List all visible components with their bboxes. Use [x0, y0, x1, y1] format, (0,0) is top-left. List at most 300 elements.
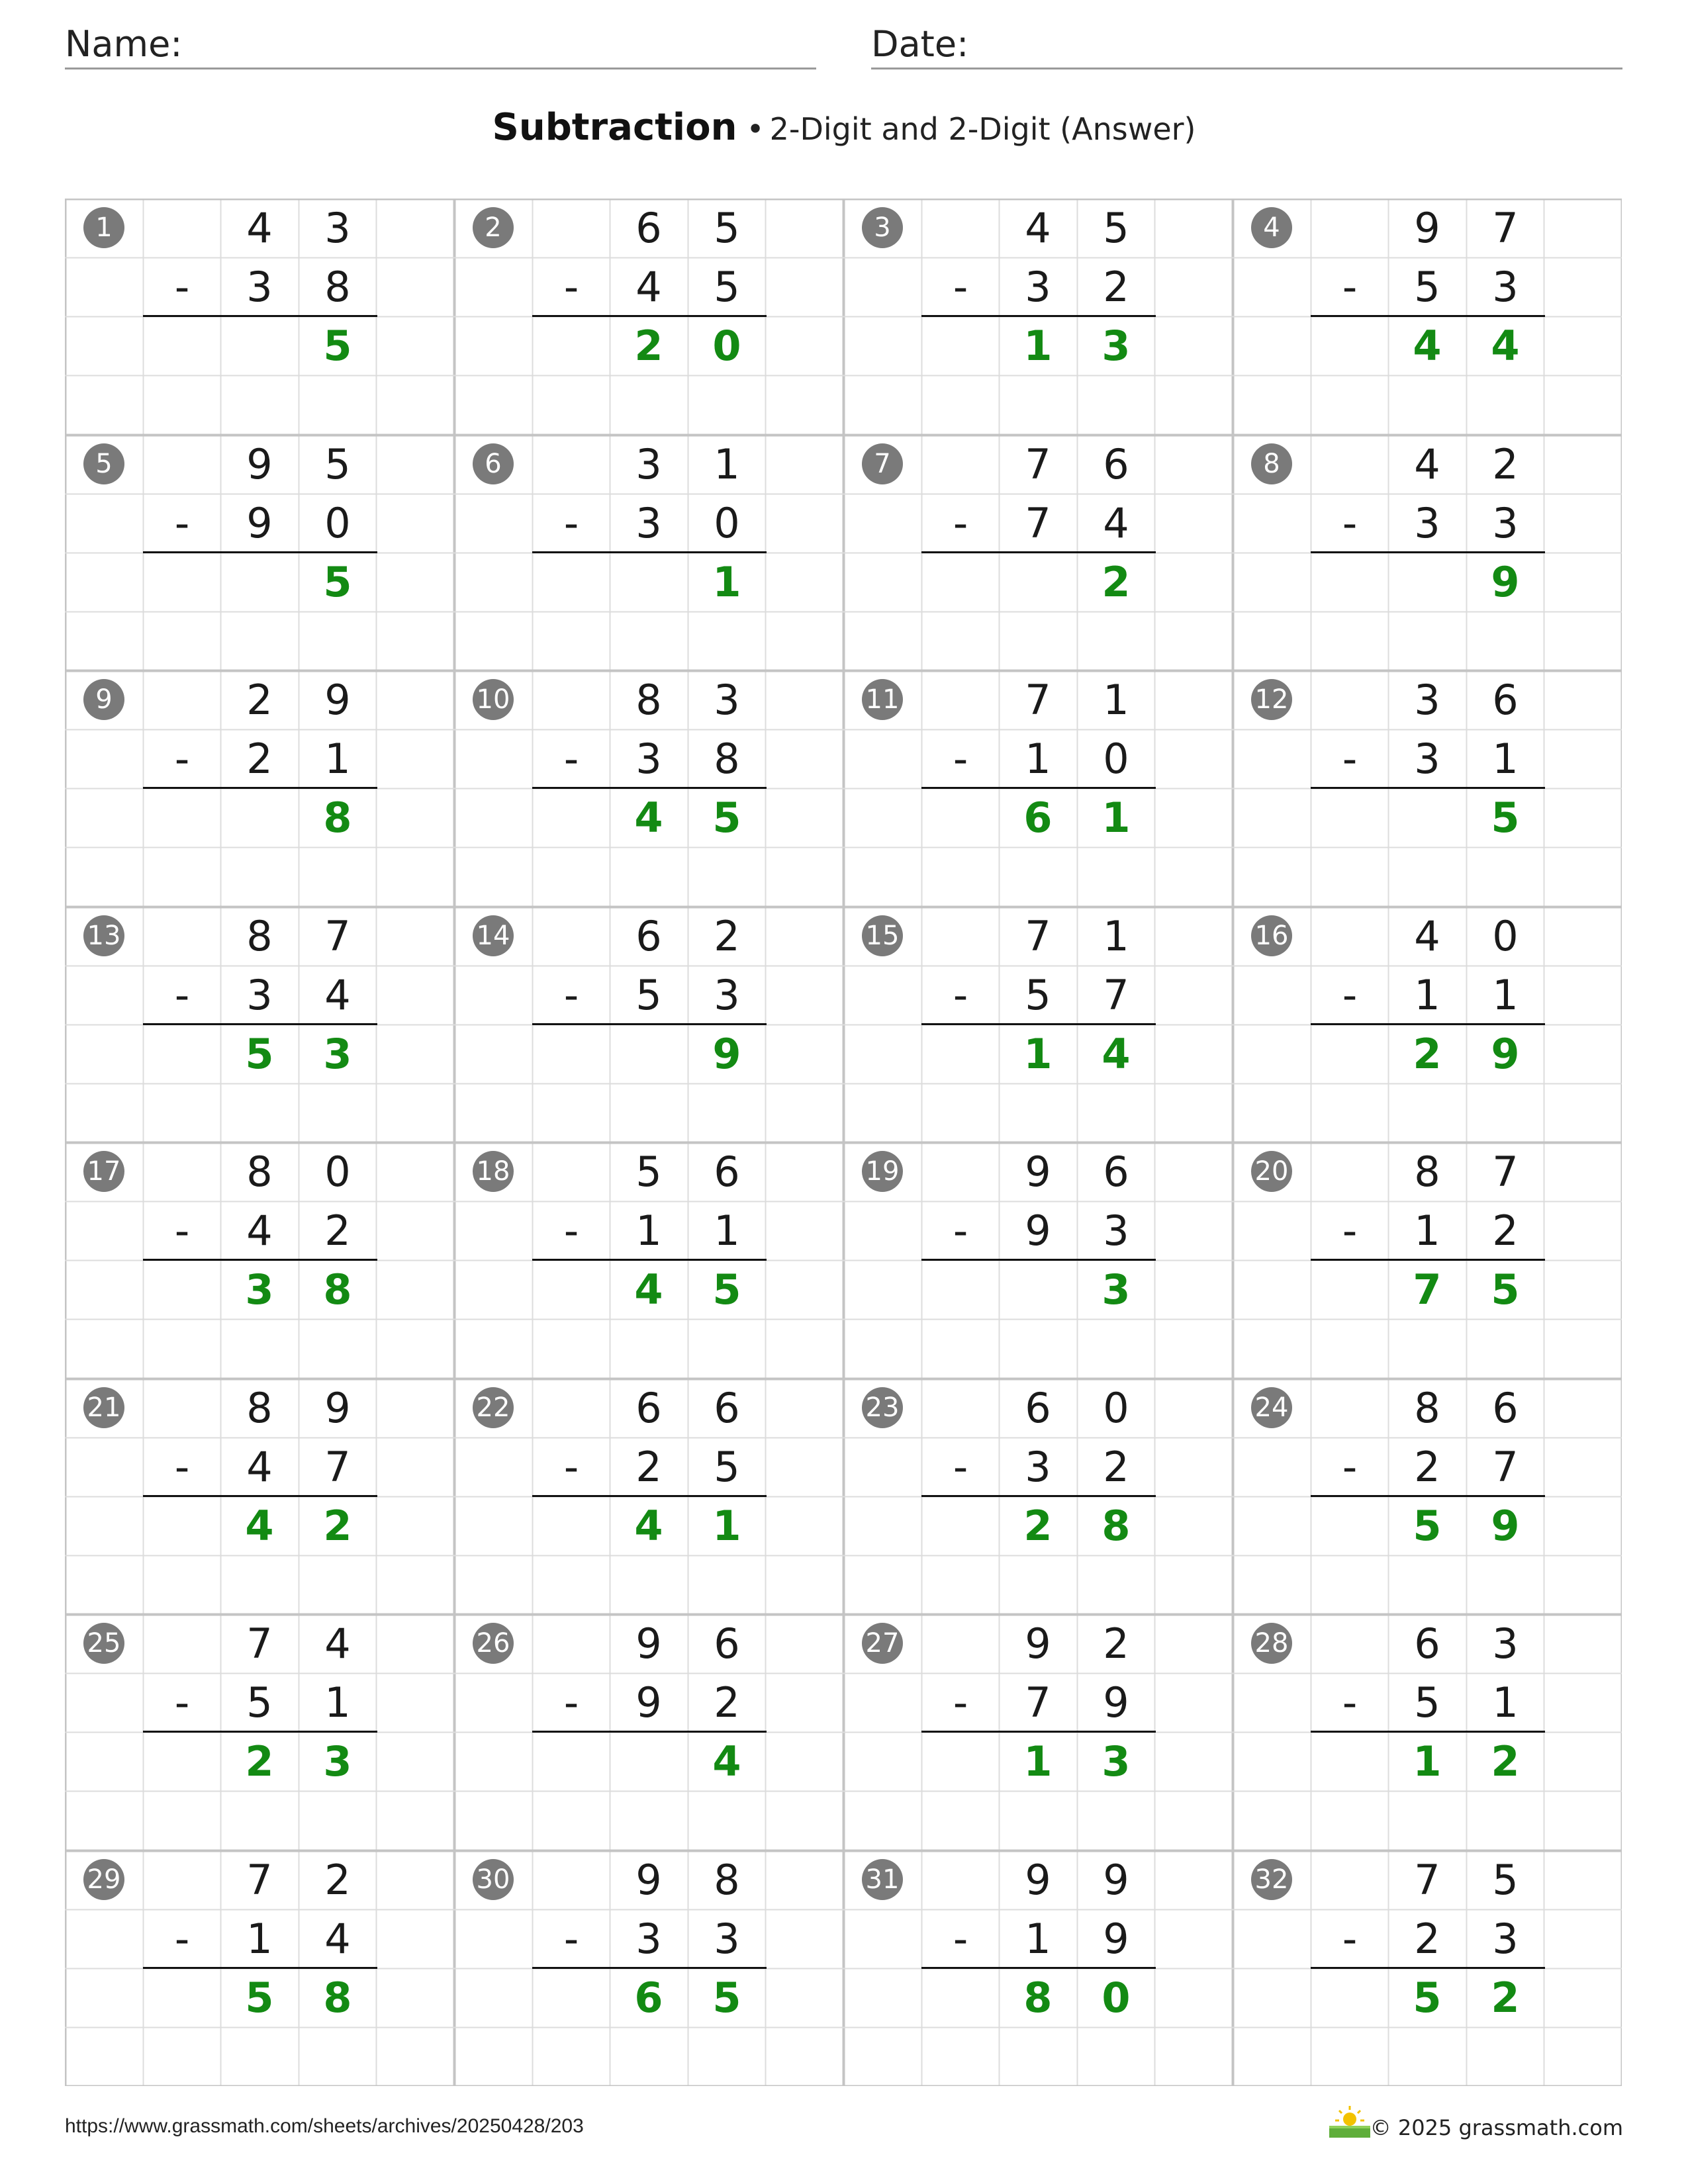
- minuend-tens: 9: [1025, 1619, 1051, 1668]
- subtrahend-ones: 5: [714, 1443, 740, 1491]
- subtrahend-tens: 2: [246, 735, 273, 783]
- answer-tens: [999, 553, 1077, 612]
- answer-line: [1311, 551, 1545, 553]
- answer-tens: 4: [245, 1502, 274, 1550]
- answer-tens: 1: [1023, 322, 1053, 370]
- problem-grid: [65, 199, 1622, 2086]
- subtrahend-ones: 1: [714, 1206, 740, 1255]
- minuend-ones: 2: [324, 1856, 351, 1904]
- subtrahend-tens: 3: [1025, 263, 1051, 311]
- minuend-ones: 6: [1103, 1148, 1129, 1196]
- problem-26: [454, 1614, 843, 1850]
- problem-8: [1233, 435, 1622, 670]
- minus-sign: -: [174, 1443, 190, 1491]
- answer-line: [921, 1023, 1156, 1025]
- subtrahend-tens: 1: [1025, 1915, 1051, 1963]
- subtrahend-tens: 4: [246, 1206, 273, 1255]
- answer-tens: [1388, 553, 1466, 612]
- subtrahend-tens: 1: [1414, 1206, 1440, 1255]
- problem-number-badge: 1: [83, 207, 124, 248]
- problem-number-badge: 26: [473, 1623, 514, 1664]
- answer-line: [921, 1967, 1156, 1969]
- problem-11: [843, 670, 1233, 906]
- problem-23: [843, 1379, 1233, 1614]
- minuend-tens: 8: [1414, 1384, 1440, 1432]
- subtrahend-ones: 4: [324, 1915, 351, 1963]
- answer-ones: 3: [1102, 322, 1131, 370]
- answer-line: [143, 1967, 377, 1969]
- minus-sign: -: [1342, 1915, 1358, 1963]
- minus-sign: -: [953, 1206, 968, 1255]
- answer-ones: 3: [323, 1737, 352, 1786]
- answer-line: [532, 1967, 767, 1969]
- subtrahend-tens: 5: [1414, 1678, 1440, 1727]
- minuend-tens: 4: [1414, 912, 1440, 960]
- minuend-ones: 3: [714, 676, 740, 724]
- answer-tens: [999, 1260, 1077, 1319]
- minuend-tens: 8: [246, 1148, 273, 1196]
- answer-line: [143, 315, 377, 317]
- problem-21: [65, 1379, 454, 1614]
- minuend-ones: 9: [1103, 1856, 1129, 1904]
- answer-ones: 5: [323, 322, 352, 370]
- answer-ones: 9: [712, 1030, 741, 1078]
- answer-ones: 1: [712, 558, 741, 606]
- problem-number-badge: 30: [473, 1859, 514, 1900]
- subtrahend-ones: 1: [1492, 971, 1519, 1019]
- minus-sign: -: [1342, 263, 1358, 311]
- minuend-tens: 8: [1414, 1148, 1440, 1196]
- answer-line: [1311, 1967, 1545, 1969]
- answer-ones: 4: [1102, 1030, 1131, 1078]
- minuend-tens: 8: [246, 912, 273, 960]
- answer-tens: 1: [1023, 1030, 1053, 1078]
- answer-line: [1311, 1731, 1545, 1733]
- problem-7: [843, 435, 1233, 670]
- answer-ones: 1: [712, 1502, 741, 1550]
- minuend-ones: 5: [1103, 204, 1129, 252]
- subtrahend-tens: 4: [635, 263, 662, 311]
- answer-ones: 1: [1102, 794, 1131, 842]
- minuend-tens: 7: [1025, 676, 1051, 724]
- minus-sign: -: [1342, 1443, 1358, 1491]
- minuend-ones: 5: [324, 440, 351, 488]
- problem-16: [1233, 907, 1622, 1142]
- minuend-tens: 7: [246, 1856, 273, 1904]
- answer-tens: 6: [1023, 794, 1053, 842]
- answer-tens: [1388, 788, 1466, 847]
- answer-ones: 9: [1491, 1030, 1520, 1078]
- subtrahend-tens: 5: [1414, 263, 1440, 311]
- answer-line: [532, 787, 767, 789]
- minuend-ones: 6: [1492, 676, 1519, 724]
- problem-9: [65, 670, 454, 906]
- minus-sign: -: [953, 1678, 968, 1727]
- answer-line: [143, 1259, 377, 1261]
- minuend-tens: 7: [246, 1619, 273, 1668]
- minuend-tens: 3: [635, 440, 662, 488]
- minuend-ones: 2: [1492, 440, 1519, 488]
- answer-line: [143, 1495, 377, 1497]
- answer-tens: 1: [1413, 1737, 1442, 1786]
- problem-19: [843, 1142, 1233, 1378]
- answer-ones: 5: [323, 558, 352, 606]
- answer-tens: 8: [1023, 1974, 1053, 2022]
- answer-line: [921, 1731, 1156, 1733]
- minus-sign: -: [563, 735, 579, 783]
- answer-ones: 8: [323, 1265, 352, 1314]
- answer-line: [532, 315, 767, 317]
- subtrahend-tens: 3: [635, 499, 662, 547]
- subtrahend-tens: 3: [246, 971, 273, 1019]
- problem-number-badge: 12: [1251, 679, 1292, 720]
- subtrahend-tens: 7: [1025, 1678, 1051, 1727]
- answer-tens: 5: [245, 1030, 274, 1078]
- subtrahend-ones: 1: [324, 735, 351, 783]
- answer-ones: 5: [712, 794, 741, 842]
- minus-sign: -: [1342, 735, 1358, 783]
- answer-line: [143, 551, 377, 553]
- answer-tens: 4: [634, 794, 663, 842]
- subtrahend-tens: 3: [635, 1915, 662, 1963]
- answer-line: [921, 551, 1156, 553]
- minus-sign: -: [174, 499, 190, 547]
- minuend-tens: 4: [246, 204, 273, 252]
- minus-sign: -: [953, 1443, 968, 1491]
- subtrahend-tens: 3: [635, 735, 662, 783]
- subtrahend-tens: 9: [246, 499, 273, 547]
- problem-number-badge: 22: [473, 1387, 514, 1428]
- minuend-ones: 7: [1492, 1148, 1519, 1196]
- problem-number-badge: 6: [473, 443, 514, 484]
- subtrahend-ones: 1: [1492, 735, 1519, 783]
- problem-25: [65, 1614, 454, 1850]
- subtrahend-tens: 1: [1025, 735, 1051, 783]
- title-subtitle: 2-Digit and 2-Digit (Answer): [769, 111, 1196, 147]
- problem-29: [65, 1850, 454, 2086]
- answer-line: [532, 1731, 767, 1733]
- problem-24: [1233, 1379, 1622, 1614]
- subtrahend-ones: 4: [324, 971, 351, 1019]
- subtrahend-tens: 3: [246, 263, 273, 311]
- subtrahend-ones: 2: [324, 1206, 351, 1255]
- answer-ones: 3: [1102, 1737, 1131, 1786]
- minus-sign: -: [174, 1915, 190, 1963]
- minuend-ones: 9: [324, 1384, 351, 1432]
- answer-tens: [610, 553, 688, 612]
- problem-18: [454, 1142, 843, 1378]
- problem-number-badge: 17: [83, 1151, 124, 1192]
- subtrahend-tens: 2: [1414, 1915, 1440, 1963]
- subtrahend-ones: 4: [1103, 499, 1129, 547]
- problem-31: [843, 1850, 1233, 2086]
- answer-line: [532, 551, 767, 553]
- problem-number-badge: 13: [83, 915, 124, 956]
- problem-number-badge: 32: [1251, 1859, 1292, 1900]
- answer-line: [1311, 1495, 1545, 1497]
- minuend-tens: 3: [1414, 676, 1440, 724]
- problem-number-badge: 16: [1251, 915, 1292, 956]
- minus-sign: -: [953, 499, 968, 547]
- minuend-tens: 9: [1414, 204, 1440, 252]
- problem-2: [454, 199, 843, 434]
- subtrahend-ones: 8: [324, 263, 351, 311]
- minus-sign: -: [563, 1443, 579, 1491]
- answer-tens: 2: [1023, 1502, 1053, 1550]
- problem-number-badge: 20: [1251, 1151, 1292, 1192]
- subtrahend-ones: 0: [324, 499, 351, 547]
- minuend-ones: 1: [1103, 676, 1129, 724]
- minuend-ones: 3: [324, 204, 351, 252]
- minuend-tens: 5: [635, 1148, 662, 1196]
- subtrahend-ones: 2: [714, 1678, 740, 1727]
- minuend-tens: 7: [1025, 440, 1051, 488]
- name-label: Name:: [65, 23, 183, 65]
- problem-number-badge: 29: [83, 1859, 124, 1900]
- answer-tens: 7: [1413, 1265, 1442, 1314]
- answer-tens: [220, 788, 299, 847]
- answer-tens: 1: [1023, 1737, 1053, 1786]
- answer-line: [1311, 1023, 1545, 1025]
- subtrahend-ones: 2: [1492, 1206, 1519, 1255]
- answer-tens: 2: [1413, 1030, 1442, 1078]
- subtrahend-ones: 2: [1103, 1443, 1129, 1491]
- minus-sign: -: [1342, 1206, 1358, 1255]
- problem-13: [65, 907, 454, 1142]
- subtrahend-ones: 3: [1492, 1915, 1519, 1963]
- minus-sign: -: [174, 263, 190, 311]
- minus-sign: -: [563, 1678, 579, 1727]
- minus-sign: -: [953, 971, 968, 1019]
- minus-sign: -: [174, 735, 190, 783]
- problem-number-badge: 5: [83, 443, 124, 484]
- answer-ones: 9: [1491, 1502, 1520, 1550]
- answer-tens: 5: [245, 1974, 274, 2022]
- problem-number-badge: 14: [473, 915, 514, 956]
- problem-32: [1233, 1850, 1622, 2086]
- problem-number-badge: 15: [862, 915, 903, 956]
- subtrahend-ones: 0: [714, 499, 740, 547]
- minuend-tens: 9: [1025, 1856, 1051, 1904]
- subtrahend-tens: 9: [635, 1678, 662, 1727]
- subtrahend-ones: 0: [1103, 735, 1129, 783]
- minuend-ones: 5: [1492, 1856, 1519, 1904]
- answer-tens: [610, 1732, 688, 1791]
- answer-line: [1311, 315, 1545, 317]
- minuend-tens: 6: [635, 204, 662, 252]
- minuend-tens: 6: [1414, 1619, 1440, 1668]
- subtrahend-tens: 5: [246, 1678, 273, 1727]
- problem-number-badge: 21: [83, 1387, 124, 1428]
- problem-30: [454, 1850, 843, 2086]
- subtrahend-ones: 1: [1492, 1678, 1519, 1727]
- subtrahend-tens: 4: [246, 1443, 273, 1491]
- subtrahend-ones: 5: [714, 263, 740, 311]
- answer-tens: [610, 1024, 688, 1083]
- minus-sign: -: [1342, 1678, 1358, 1727]
- problem-3: [843, 199, 1233, 434]
- subtrahend-ones: 2: [1103, 263, 1129, 311]
- problem-number-badge: 10: [473, 679, 514, 720]
- minuend-ones: 6: [714, 1384, 740, 1432]
- minuend-ones: 5: [714, 204, 740, 252]
- minuend-ones: 8: [714, 1856, 740, 1904]
- problem-1: [65, 199, 454, 434]
- answer-tens: 5: [1413, 1502, 1442, 1550]
- problem-6: [454, 435, 843, 670]
- date-label: Date:: [871, 23, 969, 65]
- subtrahend-ones: 3: [1492, 263, 1519, 311]
- minuend-tens: 6: [635, 912, 662, 960]
- minus-sign: -: [953, 735, 968, 783]
- problem-5: [65, 435, 454, 670]
- subtrahend-ones: 3: [1103, 1206, 1129, 1255]
- minuend-tens: 8: [246, 1384, 273, 1432]
- subtrahend-tens: 3: [1414, 499, 1440, 547]
- problem-number-badge: 11: [862, 679, 903, 720]
- problem-number-badge: 2: [473, 207, 514, 248]
- date-field[interactable]: [871, 21, 1622, 69]
- minuend-ones: 6: [714, 1619, 740, 1668]
- footer-url[interactable]: https://www.grassmath.com/sheets/archives/20250428/203: [65, 2115, 584, 2137]
- minuend-tens: 7: [1025, 912, 1051, 960]
- minuend-ones: 3: [1492, 1619, 1519, 1668]
- subtrahend-ones: 3: [714, 1915, 740, 1963]
- answer-ones: 4: [712, 1737, 741, 1786]
- subtrahend-ones: 9: [1103, 1678, 1129, 1727]
- problem-number-badge: 3: [862, 207, 903, 248]
- minuend-tens: 7: [1414, 1856, 1440, 1904]
- answer-ones: 2: [1102, 558, 1131, 606]
- answer-tens: 6: [634, 1974, 663, 2022]
- footer-copyright: © 2025 grassmath.com: [1370, 2115, 1623, 2140]
- subtrahend-tens: 7: [1025, 499, 1051, 547]
- answer-line: [532, 1495, 767, 1497]
- minuend-ones: 0: [1103, 1384, 1129, 1432]
- minuend-ones: 1: [714, 440, 740, 488]
- answer-line: [1311, 787, 1545, 789]
- minus-sign: -: [563, 971, 579, 1019]
- minus-sign: -: [953, 263, 968, 311]
- minuend-ones: 0: [324, 1148, 351, 1196]
- answer-line: [143, 1731, 377, 1733]
- subtrahend-ones: 7: [324, 1443, 351, 1491]
- answer-ones: 2: [1491, 1737, 1520, 1786]
- minus-sign: -: [563, 1206, 579, 1255]
- answer-tens: 4: [634, 1502, 663, 1550]
- problem-number-badge: 19: [862, 1151, 903, 1192]
- answer-ones: 4: [1491, 322, 1520, 370]
- answer-ones: 3: [1102, 1265, 1131, 1314]
- answer-line: [143, 1023, 377, 1025]
- minuend-tens: 9: [635, 1856, 662, 1904]
- minus-sign: -: [1342, 971, 1358, 1019]
- answer-line: [921, 1495, 1156, 1497]
- answer-ones: 2: [323, 1502, 352, 1550]
- subtrahend-tens: 5: [635, 971, 662, 1019]
- problem-17: [65, 1142, 454, 1378]
- answer-line: [1311, 1259, 1545, 1261]
- title-bullet: •: [746, 111, 765, 147]
- answer-line: [532, 1259, 767, 1261]
- answer-line: [532, 1023, 767, 1025]
- problem-number-badge: 4: [1251, 207, 1292, 248]
- answer-ones: 5: [712, 1265, 741, 1314]
- minus-sign: -: [563, 499, 579, 547]
- minuend-ones: 0: [1492, 912, 1519, 960]
- answer-ones: 5: [1491, 794, 1520, 842]
- answer-ones: 5: [1491, 1265, 1520, 1314]
- minuend-tens: 6: [1025, 1384, 1051, 1432]
- answer-ones: 0: [712, 322, 741, 370]
- sun-over-grass-icon: [1327, 2105, 1373, 2139]
- minuend-tens: 2: [246, 676, 273, 724]
- answer-ones: 0: [1102, 1974, 1131, 2022]
- answer-tens: 4: [1413, 322, 1442, 370]
- minuend-ones: 2: [714, 912, 740, 960]
- minuend-tens: 9: [1025, 1148, 1051, 1196]
- problem-number-badge: 31: [862, 1859, 903, 1900]
- problem-10: [454, 670, 843, 906]
- answer-ones: 8: [1102, 1502, 1131, 1550]
- minuend-ones: 6: [714, 1148, 740, 1196]
- problem-number-badge: 28: [1251, 1623, 1292, 1664]
- subtrahend-ones: 3: [714, 971, 740, 1019]
- problem-14: [454, 907, 843, 1142]
- minus-sign: -: [174, 971, 190, 1019]
- minuend-ones: 1: [1103, 912, 1129, 960]
- answer-tens: 5: [1413, 1974, 1442, 2022]
- minus-sign: -: [563, 263, 579, 311]
- answer-line: [921, 315, 1156, 317]
- minuend-ones: 6: [1492, 1384, 1519, 1432]
- answer-tens: [220, 553, 299, 612]
- answer-ones: 8: [323, 794, 352, 842]
- minuend-tens: 4: [1414, 440, 1440, 488]
- minuend-ones: 7: [324, 912, 351, 960]
- problem-15: [843, 907, 1233, 1142]
- answer-line: [921, 787, 1156, 789]
- minuend-ones: 6: [1103, 440, 1129, 488]
- problem-number-badge: 7: [862, 443, 903, 484]
- minus-sign: -: [174, 1678, 190, 1727]
- problem-4: [1233, 199, 1622, 434]
- name-field[interactable]: [65, 21, 816, 69]
- answer-tens: 4: [634, 1265, 663, 1314]
- subtrahend-tens: 1: [1414, 971, 1440, 1019]
- subtrahend-tens: 2: [1414, 1443, 1440, 1491]
- problem-number-badge: 27: [862, 1623, 903, 1664]
- minuend-tens: 4: [1025, 204, 1051, 252]
- subtrahend-tens: 3: [1414, 735, 1440, 783]
- minuend-tens: 6: [635, 1384, 662, 1432]
- subtrahend-tens: 3: [1025, 1443, 1051, 1491]
- minuend-ones: 9: [324, 676, 351, 724]
- minus-sign: -: [174, 1206, 190, 1255]
- subtrahend-ones: 7: [1103, 971, 1129, 1019]
- answer-line: [143, 787, 377, 789]
- worksheet-title: [0, 106, 1688, 149]
- answer-tens: 2: [634, 322, 663, 370]
- answer-tens: 3: [245, 1265, 274, 1314]
- minuend-tens: 9: [246, 440, 273, 488]
- minus-sign: -: [563, 1915, 579, 1963]
- subtrahend-ones: 3: [1492, 499, 1519, 547]
- subtrahend-tens: 2: [635, 1443, 662, 1491]
- minuend-ones: 2: [1103, 1619, 1129, 1668]
- problem-number-badge: 9: [83, 679, 124, 720]
- answer-ones: 8: [323, 1974, 352, 2022]
